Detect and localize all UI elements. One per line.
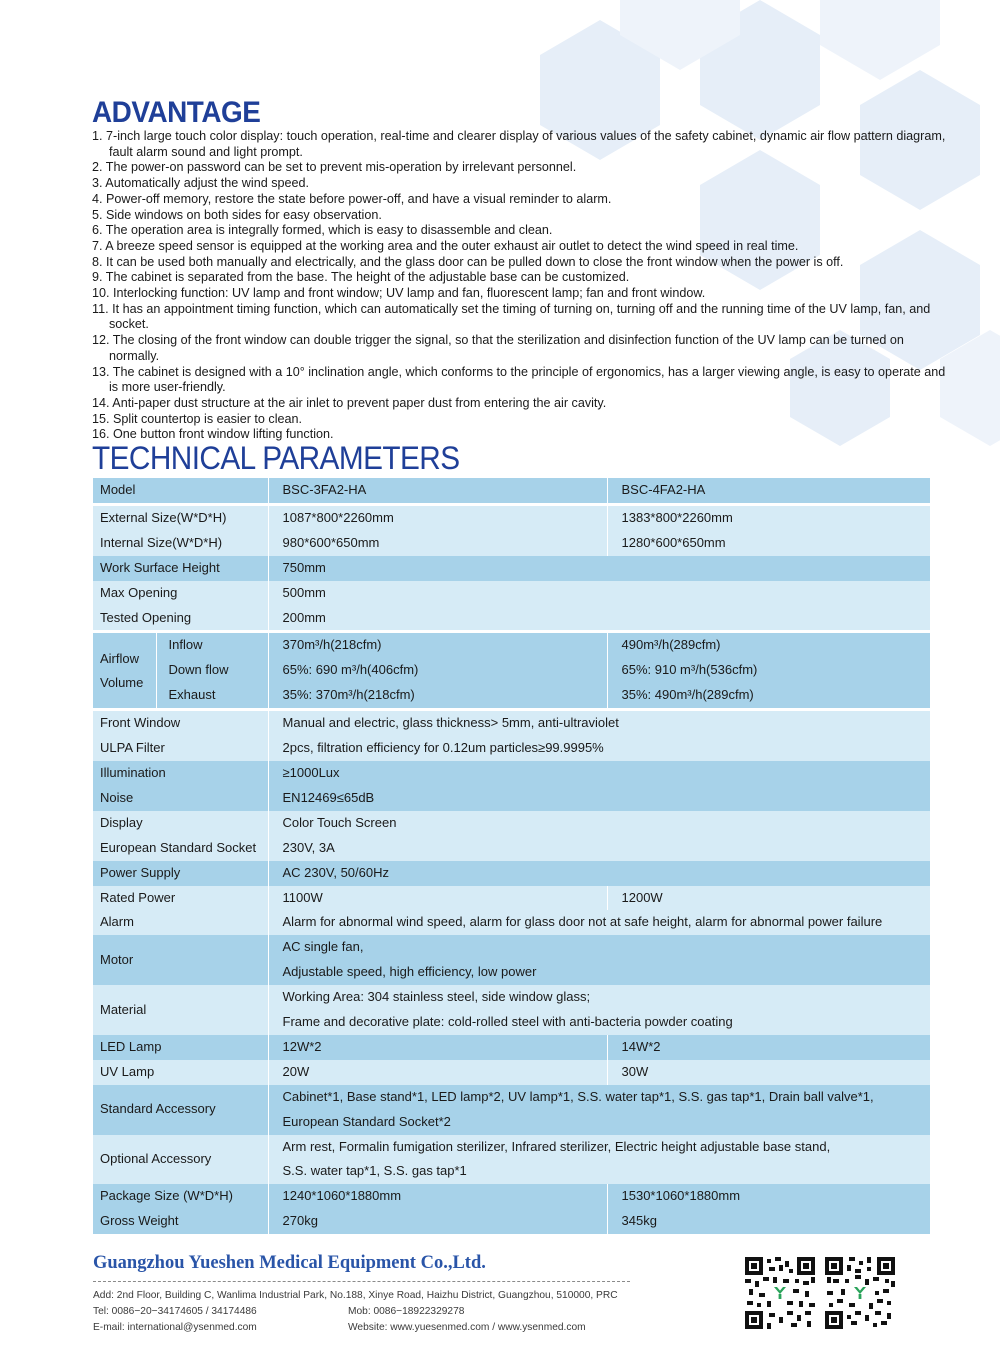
- table-row: [93, 710, 930, 736]
- footer-divider: [93, 1281, 630, 1282]
- table-row: [93, 761, 930, 786]
- table-cell: Alarm for abnormal wind speed, alarm for glass door not at safe height, alarm for abnormal power failure: [268, 910, 930, 935]
- table-row: [93, 935, 930, 960]
- table-row: [93, 886, 930, 911]
- table-cell: Manual and electric, glass thickness> 5mm, anti-ultraviolet: [268, 710, 930, 736]
- table-cell: S.S. water tap*1, S.S. gas tap*1: [268, 1159, 930, 1184]
- technical-parameters-heading: TECHNICAL PARAMETERS: [92, 440, 460, 476]
- table-cell: 500mm: [268, 581, 930, 606]
- table-cell: BSC-3FA2-HA: [268, 478, 607, 504]
- table-cell: European Standard Socket: [93, 836, 268, 861]
- table-cell: 980*600*650mm: [268, 531, 607, 556]
- company-email: E-mail: international@ysenmed.com: [93, 1322, 257, 1333]
- table-cell: European Standard Socket*2: [268, 1110, 930, 1135]
- qr-code-icon: [745, 1257, 815, 1329]
- table-cell: Material: [93, 985, 268, 1035]
- table-row: [93, 1135, 930, 1160]
- table-cell: 1383*800*2260mm: [607, 504, 930, 530]
- table-cell: Rated Power: [93, 886, 268, 911]
- table-cell: 2pcs, filtration efficiency for 0.12um particles≥99.9995%: [268, 736, 930, 761]
- table-cell: Front Window: [93, 710, 268, 736]
- company-tel: Tel: 0086−20−34174605 / 34174486: [93, 1306, 257, 1317]
- advantage-list: [92, 129, 952, 443]
- table-cell: Internal Size(W*D*H): [93, 531, 268, 556]
- table-cell: Color Touch Screen: [268, 811, 930, 836]
- table-cell: Working Area: 304 stainless steel, side window glass;: [268, 985, 930, 1010]
- table-cell: LED Lamp: [93, 1035, 268, 1060]
- list-item: 8. It can be used both manually and electrically, and the glass door can be pulled down to close the front window when the power is off.: [92, 254, 844, 269]
- table-cell: 1280*600*650mm: [607, 531, 930, 556]
- list-item: 9. The cabinet is separated from the base. The height of the adjustable base can be customized.: [92, 270, 630, 285]
- table-cell: Motor: [93, 935, 268, 985]
- table-cell: UV Lamp: [93, 1060, 268, 1085]
- table-cell: Tested Opening: [93, 606, 268, 632]
- table-cell: Noise: [93, 786, 268, 811]
- technical-parameters-table: [93, 478, 931, 1234]
- table-cell: 1240*1060*1880mm: [268, 1184, 607, 1209]
- table-cell: Down flow: [156, 658, 268, 683]
- list-item: 16. One button front window lifting function.: [92, 427, 334, 442]
- table-row: [93, 836, 930, 861]
- table-row: [93, 1085, 930, 1110]
- list-item: 6. The operation area is integrally formed, which is easy to disassemble and clean.: [92, 223, 553, 238]
- table-row: [93, 786, 930, 811]
- table-cell: Display: [93, 811, 268, 836]
- table-cell: 14W*2: [607, 1035, 930, 1060]
- table-row: [93, 910, 930, 935]
- list-item: 3. Automatically adjust the wind speed.: [92, 176, 310, 191]
- list-item: 5. Side windows on both sides for easy observation.: [92, 207, 382, 222]
- list-item: 11. It has an appointment timing function, which can automatically set the timing of turning on, turning off and the running time of the UV lamp, fan, and socket.: [92, 301, 931, 332]
- table-cell: 1100W: [268, 886, 607, 911]
- table-cell: Power Supply: [93, 861, 268, 886]
- table-row: [93, 606, 930, 632]
- table-row: [93, 1184, 930, 1209]
- table-cell: 65%: 910 m³/h(536cfm): [607, 658, 930, 683]
- table-row: [93, 683, 930, 709]
- table-row: [93, 632, 930, 658]
- table-cell: Inflow: [156, 632, 268, 658]
- company-mob: Mob: 0086−18922329278: [348, 1306, 465, 1317]
- table-cell: 1200W: [607, 886, 930, 911]
- table-cell: Gross Weight: [93, 1209, 268, 1234]
- table-cell: 35%: 490m³/h(289cfm): [607, 683, 930, 709]
- table-cell: 35%: 370m³/h(218cfm): [268, 683, 607, 709]
- table-row: [93, 658, 930, 683]
- table-row: [93, 811, 930, 836]
- table-cell: Exhaust: [156, 683, 268, 709]
- table-row: [93, 556, 930, 581]
- table-cell: Adjustable speed, high efficiency, low power: [268, 960, 930, 985]
- table-cell: 490m³/h(289cfm): [607, 632, 930, 658]
- table-cell: AC single fan,: [268, 935, 930, 960]
- table-cell: 65%: 690 m³/h(406cfm): [268, 658, 607, 683]
- table-cell: 30W: [607, 1060, 930, 1085]
- table-row: [93, 478, 930, 504]
- table-cell: 345kg: [607, 1209, 930, 1234]
- table-cell: Illumination: [93, 761, 268, 786]
- list-item: 12. The closing of the front window can double trigger the signal, so that the sterilization and disinfection function of the UV lamp can be turned on normally.: [92, 333, 904, 363]
- table-row: [93, 1060, 930, 1085]
- table-row: [93, 736, 930, 761]
- table-cell: 200mm: [268, 606, 930, 632]
- table-cell: 230V, 3A: [268, 836, 930, 861]
- list-item: 4. Power-off memory, restore the state before power-off, and have a visual reminder to alarm.: [92, 191, 612, 206]
- table-cell: Volume: [100, 674, 144, 690]
- table-cell: 270kg: [268, 1209, 607, 1234]
- table-cell: Standard Accessory: [93, 1085, 268, 1135]
- list-item: 13. The cabinet is designed with a 10° inclination angle, which conforms to the principle of ergonomics, has a larger viewing angle, is easy to operate and is more user-friendly.: [92, 364, 946, 395]
- airflow-volume-label: [93, 632, 156, 710]
- table-cell: 1530*1060*1880mm: [607, 1184, 930, 1209]
- advantage-heading: ADVANTAGE: [92, 96, 261, 129]
- list-item: 15. Split countertop is easier to clean.: [92, 411, 303, 426]
- table-cell: Model: [93, 478, 268, 504]
- table-row: [93, 1209, 930, 1234]
- table-row: [93, 504, 930, 530]
- table-cell: BSC-4FA2-HA: [607, 478, 930, 504]
- table-row: [93, 861, 930, 886]
- table-cell: 750mm: [268, 556, 930, 581]
- list-item: 14. Anti-paper dust structure at the air inlet to prevent paper dust from entering the air cavity.: [92, 395, 607, 410]
- table-cell: Arm rest, Formalin fumigation sterilizer, Infrared sterilizer, Electric height adjustable base stand,: [268, 1135, 930, 1160]
- list-item: 2. The power-on password can be set to prevent mis-operation by irrelevant personnel.: [92, 160, 577, 175]
- table-cell: ULPA Filter: [93, 736, 268, 761]
- table-cell: AC 230V, 50/60Hz: [268, 861, 930, 886]
- table-row: [93, 1035, 930, 1060]
- table-row: [93, 531, 930, 556]
- qr-code-icon: [825, 1257, 895, 1329]
- table-cell: 1087*800*2260mm: [268, 504, 607, 530]
- table-row: [93, 581, 930, 606]
- list-item: 1. 7-inch large touch color display: touch operation, real-time and clearer display of various values of the safety cabinet, dynamic air flow pattern diagram, fault alarm sound and light prompt.: [92, 129, 946, 159]
- table-cell: External Size(W*D*H): [93, 504, 268, 530]
- table-cell: EN12469≤65dB: [268, 786, 930, 811]
- company-website: Website: www.yuesenmed.com / www.ysenmed.com: [348, 1322, 586, 1333]
- company-address: Add: 2nd Floor, Building C, Wanlima Industrial Park, No.188, Xinye Road, Haizhu District, Guangzhou, 510000, PRC: [93, 1290, 618, 1301]
- table-cell: Work Surface Height: [93, 556, 268, 581]
- table-cell: Optional Accessory: [93, 1135, 268, 1185]
- table-cell: 20W: [268, 1060, 607, 1085]
- list-item: 7. A breeze speed sensor is equipped at the working area and the outer exhaust air outlet to detect the wind speed in real time.: [92, 238, 799, 253]
- company-name: Guangzhou Yueshen Medical Equipment Co.,Ltd.: [93, 1253, 486, 1273]
- table-cell: Package Size (W*D*H): [93, 1184, 268, 1209]
- table-cell: Max Opening: [93, 581, 268, 606]
- table-cell: ≥1000Lux: [268, 761, 930, 786]
- table-cell: Cabinet*1, Base stand*1, LED lamp*2, UV lamp*1, S.S. water tap*1, S.S. gas tap*1, Drain ball valve*1,: [268, 1085, 930, 1110]
- table-cell: 370m³/h(218cfm): [268, 632, 607, 658]
- table-cell: Airflow: [100, 650, 140, 666]
- table-cell: 12W*2: [268, 1035, 607, 1060]
- table-row: [93, 985, 930, 1010]
- list-item: 10. Interlocking function: UV lamp and front window; UV lamp and fan, fluorescent lamp; fan and front window.: [92, 286, 706, 301]
- table-cell: Alarm: [93, 910, 268, 935]
- table-cell: Frame and decorative plate: cold-rolled steel with anti-bacteria powder coating: [268, 1010, 930, 1035]
